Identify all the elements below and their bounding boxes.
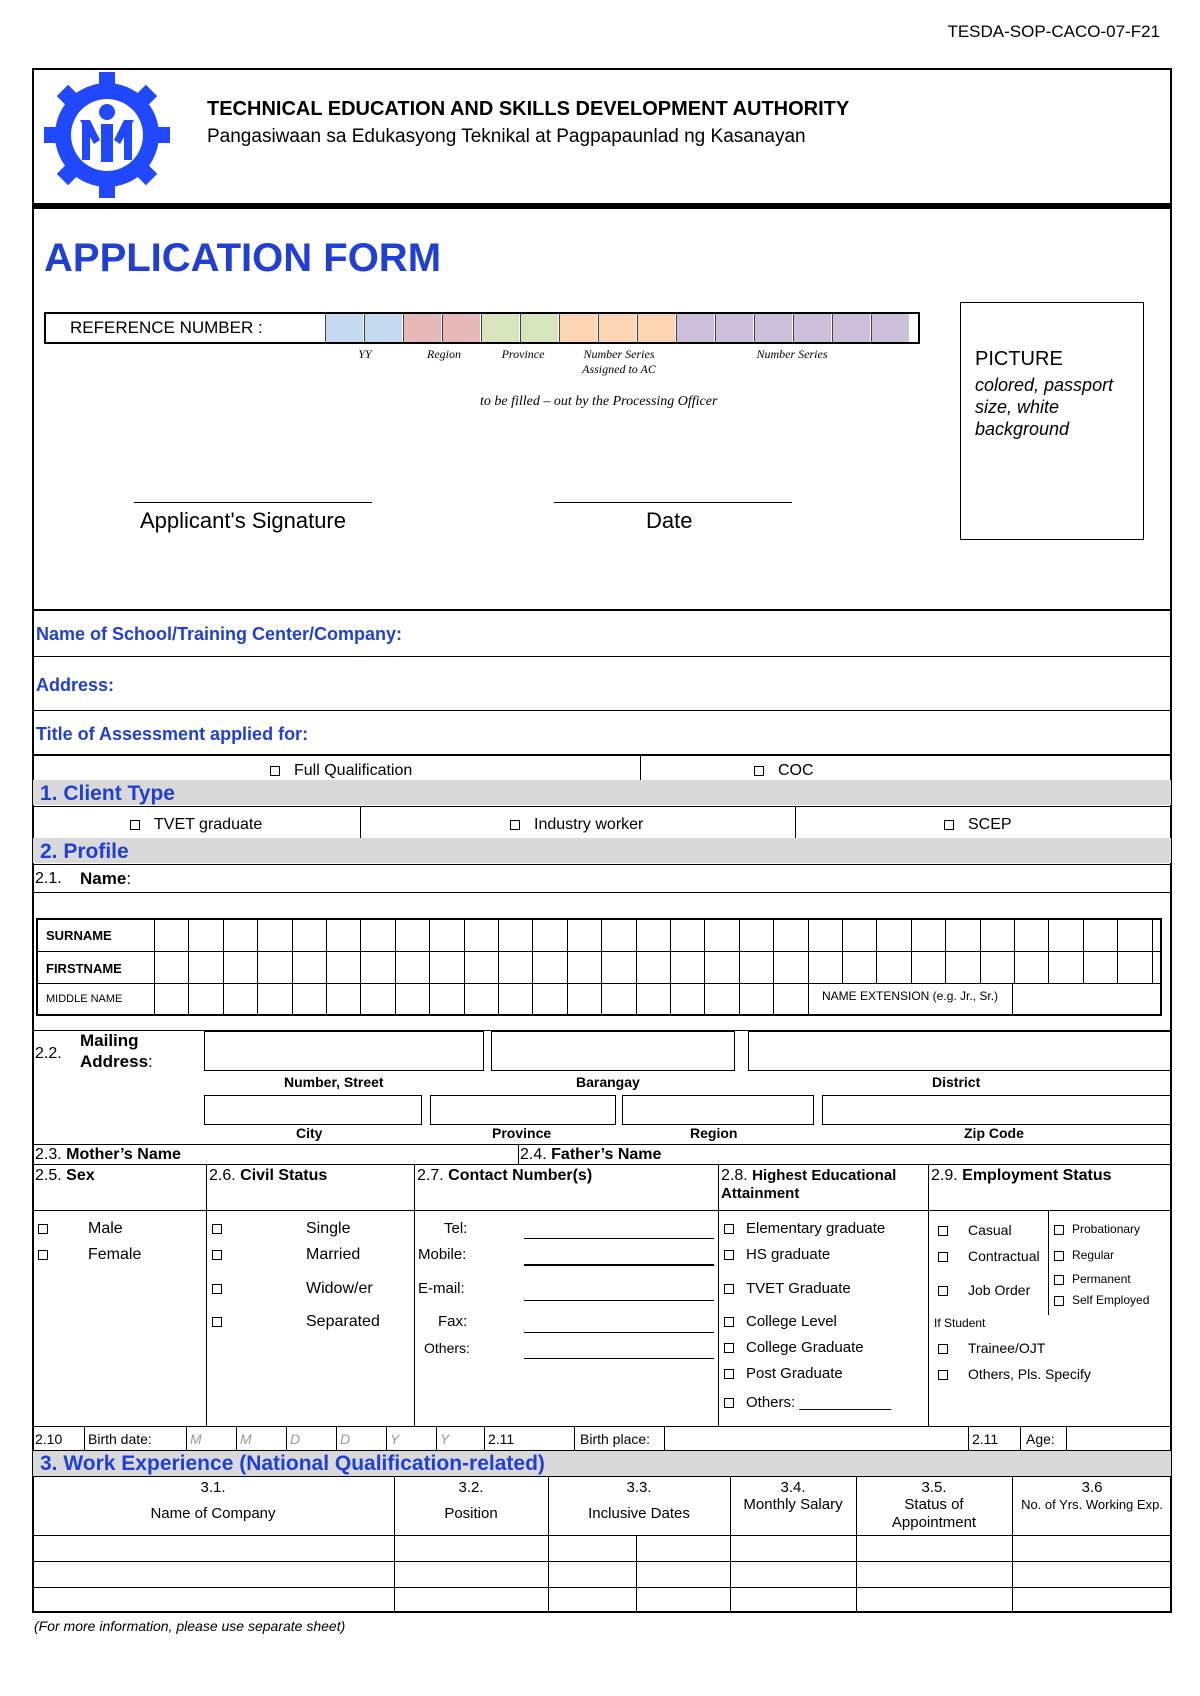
checkbox[interactable]: [212, 1317, 222, 1327]
table-cell[interactable]: [1012, 1588, 1172, 1612]
civil-status-heading: [209, 1167, 327, 1185]
if-student-label: If Student: [934, 1316, 986, 1330]
mailing-label-2-text: Address: [80, 1052, 149, 1071]
work-col-header: Inclusive Dates: [588, 1505, 690, 1522]
reference-cell[interactable]: [481, 314, 519, 342]
reference-cell[interactable]: [442, 314, 480, 342]
divider: [664, 1426, 665, 1450]
checkbox[interactable]: [724, 1317, 734, 1327]
name-cell-line[interactable]: [1083, 920, 1084, 984]
region-field[interactable]: [622, 1095, 814, 1125]
assessment-title-label: Title of Assessment applied for:: [36, 724, 309, 744]
contact-heading: [417, 1167, 592, 1185]
father-number: 2.4.: [520, 1146, 547, 1163]
education-option-label: HS graduate: [746, 1246, 831, 1263]
street-caption: Number, Street: [284, 1074, 384, 1090]
name-cell-line[interactable]: [1014, 920, 1015, 984]
divider: [32, 656, 1172, 657]
divider: [1020, 1426, 1021, 1450]
emp-permanent[interactable]: [1054, 1272, 1131, 1286]
divider: [32, 892, 1172, 893]
reference-cell[interactable]: [871, 314, 909, 342]
civil-status-heading-text: Civil Status: [240, 1167, 328, 1184]
civil-number: 2.6.: [209, 1167, 236, 1184]
name-cell-line[interactable]: [842, 920, 843, 984]
email-label: E-mail:: [418, 1280, 465, 1297]
reference-cell[interactable]: [598, 314, 636, 342]
ref-caption-yy: YY: [358, 347, 372, 361]
checkbox[interactable]: [212, 1224, 222, 1234]
name-cell-line[interactable]: [808, 920, 809, 1016]
name-label-text: Name: [80, 869, 127, 888]
divider: [32, 1210, 1172, 1211]
checkbox[interactable]: [938, 1226, 948, 1236]
email-line[interactable]: [524, 1300, 714, 1301]
tel-label: Tel:: [444, 1220, 468, 1237]
reference-cell[interactable]: [832, 314, 870, 342]
date-hint: D: [340, 1431, 351, 1447]
employment-number: 2.9.: [931, 1167, 958, 1184]
others-line[interactable]: [524, 1358, 714, 1359]
birthdate-number: 2.10: [35, 1431, 63, 1447]
work-col-header: Monthly Salary: [743, 1496, 843, 1513]
header-divider: [32, 203, 1172, 209]
divider: [1048, 1210, 1049, 1315]
province-field[interactable]: [430, 1095, 616, 1125]
applicant-signature-line[interactable]: [134, 502, 372, 503]
checkbox[interactable]: [38, 1250, 48, 1260]
age-number: 2.11: [972, 1431, 999, 1447]
name-cell-line[interactable]: [739, 920, 740, 1016]
reference-cell[interactable]: [676, 314, 714, 342]
reference-cell[interactable]: [754, 314, 792, 342]
father-name-label: [520, 1146, 661, 1164]
education-option[interactable]: [724, 1365, 843, 1382]
emp-option-label: Job Order: [968, 1282, 1031, 1298]
name-label: [80, 869, 131, 889]
divider: [718, 1164, 719, 1426]
work-note: (For more information, please use separate sheet): [34, 1618, 346, 1634]
name-label-colon: :: [126, 869, 132, 888]
civil-single[interactable]: [212, 1220, 350, 1238]
coc-label: COC: [778, 762, 814, 779]
divider: [574, 1426, 575, 1450]
checkbox[interactable]: [938, 1370, 948, 1380]
civil-married[interactable]: [212, 1246, 360, 1264]
reference-number-label: REFERENCE NUMBER :: [70, 318, 263, 337]
client-type-label: Industry worker: [534, 816, 644, 833]
divider: [32, 1144, 1172, 1145]
education-option-label: Others: ___________: [746, 1394, 892, 1411]
region-caption: Region: [690, 1125, 738, 1141]
employment-heading: [931, 1167, 1112, 1185]
table-cell[interactable]: [730, 1562, 856, 1586]
name-cell-line[interactable]: [292, 920, 293, 1016]
sex-number: 2.5.: [35, 1167, 62, 1184]
emp-option-label: Probationary: [1072, 1222, 1141, 1236]
name-cell-line[interactable]: [670, 920, 671, 1016]
checkbox[interactable]: [724, 1224, 734, 1234]
section-bar: [33, 780, 1171, 805]
emp-option-label: Permanent: [1072, 1272, 1131, 1286]
sex-heading-text: Sex: [66, 1167, 95, 1184]
student-others[interactable]: [938, 1366, 1091, 1382]
contact-heading-text: Contact Number(s): [448, 1167, 593, 1184]
birthdate-label: Birth date:: [88, 1431, 152, 1447]
divider: [968, 1426, 969, 1450]
work-col-number: 3.3.: [626, 1479, 652, 1496]
table-cell[interactable]: [548, 1562, 730, 1586]
emp-casual[interactable]: [938, 1222, 1012, 1238]
client-type-tvet[interactable]: [130, 816, 262, 834]
emp-regular[interactable]: [1054, 1248, 1114, 1262]
date-hint: D: [290, 1431, 301, 1447]
table-cell[interactable]: [730, 1536, 856, 1560]
work-col-number: 3.2.: [458, 1479, 484, 1496]
ref-caption-series: Number Series: [756, 347, 828, 361]
sex-male[interactable]: [38, 1220, 123, 1238]
name-cell-line[interactable]: [636, 920, 637, 1016]
sex-heading: [35, 1167, 95, 1185]
name-cell-line[interactable]: [945, 920, 946, 984]
divider: [32, 1164, 1172, 1165]
applicant-signature-label: Applicant's Signature: [140, 508, 346, 533]
divider: [360, 806, 361, 838]
education-option[interactable]: [724, 1339, 864, 1356]
divider: [336, 1426, 337, 1450]
civil-separated[interactable]: [212, 1313, 380, 1331]
client-type-scep[interactable]: [944, 816, 1012, 834]
checkbox[interactable]: [724, 1343, 734, 1353]
checkbox[interactable]: [938, 1286, 948, 1296]
picture-title: PICTURE: [975, 348, 1063, 370]
checkbox[interactable]: [510, 820, 520, 830]
checkbox[interactable]: [1054, 1296, 1064, 1306]
divider: [1066, 1426, 1067, 1450]
checkbox[interactable]: [724, 1369, 734, 1379]
barangay-field[interactable]: [491, 1031, 735, 1071]
divider: [32, 806, 1172, 807]
table-cell[interactable]: [394, 1536, 548, 1560]
fax-label: Fax:: [438, 1313, 468, 1330]
mother-number: 2.3.: [35, 1146, 62, 1163]
education-heading-text: Highest Educational Attainment: [721, 1167, 897, 1202]
full-qualification-option[interactable]: [270, 762, 412, 780]
province-caption: Province: [492, 1125, 552, 1141]
table-cell[interactable]: [548, 1536, 730, 1560]
name-cell-line[interactable]: [532, 920, 533, 1016]
district-caption: District: [932, 1074, 981, 1090]
sex-option-label: Female: [88, 1246, 142, 1263]
divider: [84, 1426, 85, 1450]
work-col-number: 3.4.: [780, 1479, 806, 1496]
education-option-label: Post Graduate: [746, 1365, 843, 1382]
sex-option-label: Male: [88, 1220, 123, 1237]
checkbox[interactable]: [130, 820, 140, 830]
zip-field[interactable]: [822, 1095, 1170, 1125]
table-cell[interactable]: [730, 1588, 856, 1612]
education-number: 2.8.: [721, 1167, 748, 1184]
date-hint: Y: [440, 1431, 450, 1447]
employment-heading-text: Employment Status: [962, 1167, 1112, 1184]
emp-contractual[interactable]: [938, 1248, 1040, 1264]
work-col-header: No. of Yrs. Working Exp.: [1021, 1497, 1163, 1512]
birthplace-number: 2.11: [488, 1431, 515, 1447]
student-option-label: Trainee/OJT: [968, 1340, 1046, 1356]
divider: [795, 806, 796, 838]
divider: [32, 864, 1172, 865]
divider: [640, 754, 641, 780]
emp-option-label: Casual: [968, 1222, 1012, 1238]
divider: [32, 754, 1172, 756]
divider: [206, 1164, 207, 1426]
table-cell[interactable]: [32, 1588, 394, 1612]
tel-line[interactable]: [524, 1238, 714, 1239]
client-type-label: SCEP: [968, 816, 1012, 833]
ref-caption-region: Region: [427, 347, 461, 361]
education-option[interactable]: [724, 1313, 837, 1330]
surname-label: SURNAME: [46, 928, 112, 943]
ref-caption-province: Province: [501, 347, 545, 361]
reference-cell[interactable]: [364, 314, 402, 342]
firstname-label: FIRSTNAME: [46, 961, 122, 976]
mobile-label: Mobile:: [418, 1246, 467, 1263]
date-line[interactable]: [554, 502, 792, 503]
divider: [32, 1426, 1172, 1427]
profile-title: 2. Profile: [40, 840, 129, 863]
grid-row-line: [38, 951, 1160, 952]
table-cell[interactable]: [32, 1536, 394, 1560]
education-option-label: Elementary graduate: [746, 1220, 886, 1237]
table-cell[interactable]: [856, 1536, 1012, 1560]
form-title: APPLICATION FORM: [44, 236, 442, 280]
name-cell-line[interactable]: [1152, 920, 1153, 984]
sex-female[interactable]: [38, 1246, 141, 1264]
checkbox[interactable]: [1054, 1275, 1064, 1285]
table-cell[interactable]: [548, 1588, 730, 1612]
name-cell-line[interactable]: [980, 920, 981, 984]
mailing-label-2: [80, 1052, 153, 1072]
work-col-number: 3.1.: [200, 1479, 226, 1496]
full-qualification-label: Full Qualification: [294, 762, 413, 779]
client-type-industry[interactable]: [510, 816, 643, 834]
divider: [286, 1426, 287, 1450]
checkbox[interactable]: [212, 1250, 222, 1260]
name-cell-line[interactable]: [704, 920, 705, 1016]
table-cell[interactable]: [394, 1562, 548, 1586]
checkbox[interactable]: [1054, 1251, 1064, 1261]
name-cell-line[interactable]: [360, 920, 361, 1016]
name-cell-line[interactable]: [188, 920, 189, 1016]
education-option[interactable]: [724, 1280, 851, 1297]
work-col-number: 3.6: [1081, 1479, 1103, 1496]
table-cell[interactable]: [32, 1562, 394, 1586]
mother-name-text: Mother’s Name: [66, 1146, 181, 1163]
name-extension-label: NAME EXTENSION (e.g. Jr., Sr.): [818, 989, 1002, 1003]
age-label: Age:: [1026, 1431, 1055, 1447]
date-hint: Y: [390, 1431, 400, 1447]
civil-option-label: Widow/er: [306, 1280, 373, 1297]
fax-line[interactable]: [524, 1332, 714, 1333]
mailing-number: 2.2.: [35, 1045, 62, 1062]
name-cell-line[interactable]: [395, 920, 396, 1016]
name-number: 2.1.: [35, 870, 62, 887]
education-option-label: College Graduate: [746, 1339, 864, 1356]
name-cell-line[interactable]: [464, 920, 465, 1016]
mailing-label-colon: :: [148, 1052, 153, 1071]
civil-option-label: Married: [306, 1246, 361, 1263]
checkbox[interactable]: [944, 820, 954, 830]
student-trainee[interactable]: [938, 1340, 1045, 1356]
mailing-label: Mailing: [80, 1031, 139, 1050]
divider: [484, 1426, 485, 1450]
reference-cell[interactable]: [637, 314, 675, 342]
reference-note: to be filled – out by the Processing Officer: [480, 394, 718, 409]
table-cell[interactable]: [394, 1588, 548, 1612]
date-label: Date: [646, 508, 693, 533]
barangay-caption: Barangay: [576, 1074, 640, 1090]
checkbox[interactable]: [270, 766, 280, 776]
agency-name-english: TECHNICAL EDUCATION AND SKILLS DEVELOPMENT AUTHORITY: [207, 98, 850, 120]
client-type-label: TVET graduate: [154, 816, 263, 833]
name-cell-line[interactable]: [257, 920, 258, 1016]
name-cell-line[interactable]: [498, 920, 499, 1016]
ref-caption-series-ac: Number Series Assigned to AC: [582, 347, 656, 376]
divider: [386, 1426, 387, 1450]
checkbox[interactable]: [212, 1284, 222, 1294]
work-col-header: Position: [444, 1505, 498, 1522]
emp-job-order[interactable]: [938, 1282, 1030, 1298]
checkbox[interactable]: [938, 1252, 948, 1262]
mother-name-label: [35, 1146, 181, 1164]
name-cell-line[interactable]: [773, 920, 774, 1016]
work-col-header: Status of Appointment: [891, 1496, 977, 1531]
checkbox[interactable]: [754, 766, 764, 776]
checkbox[interactable]: [38, 1224, 48, 1234]
section-bar: [33, 838, 1171, 863]
emp-probationary[interactable]: [1054, 1222, 1140, 1236]
city-caption: City: [296, 1125, 323, 1141]
birthplace-label: Birth place:: [580, 1431, 651, 1447]
checkbox[interactable]: [938, 1344, 948, 1354]
date-hint: M: [240, 1431, 252, 1447]
reference-cell[interactable]: [403, 314, 441, 342]
education-option[interactable]: [724, 1394, 891, 1411]
document-code: TESDA-SOP-CACO-07-F21: [947, 22, 1160, 41]
mobile-line[interactable]: [524, 1264, 714, 1266]
name-cell-line[interactable]: [1117, 920, 1118, 984]
picture-description: colored, passport size, white background: [975, 375, 1114, 439]
divider: [928, 1164, 929, 1426]
reference-cell[interactable]: [325, 314, 363, 342]
name-ext-divider: [1012, 984, 1013, 1016]
emp-option-label: Self Employed: [1072, 1293, 1150, 1307]
coc-option[interactable]: [754, 762, 814, 780]
district-field[interactable]: [748, 1031, 1170, 1071]
reference-cell[interactable]: [793, 314, 831, 342]
divider: [32, 1476, 1172, 1477]
checkbox[interactable]: [724, 1284, 734, 1294]
table-cell[interactable]: [856, 1562, 1012, 1586]
education-option[interactable]: [724, 1220, 885, 1237]
tesda-logo: [42, 70, 172, 205]
middlename-label: MIDDLE NAME: [46, 993, 123, 1005]
divider: [186, 1426, 187, 1450]
education-heading: [721, 1167, 911, 1203]
education-option-label: TVET Graduate: [746, 1280, 851, 1297]
education-option-label: College Level: [746, 1313, 837, 1330]
divider: [32, 609, 1172, 611]
name-cell-line[interactable]: [911, 920, 912, 984]
contact-number: 2.7.: [417, 1167, 444, 1184]
name-cell-line[interactable]: [429, 920, 430, 1016]
others-label: Others:: [424, 1340, 470, 1356]
work-col-header: Name of Company: [150, 1505, 276, 1522]
street-field[interactable]: [204, 1031, 484, 1071]
date-hint: M: [190, 1431, 202, 1447]
divider: [436, 1426, 437, 1450]
reference-cell[interactable]: [520, 314, 558, 342]
name-cell-line[interactable]: [154, 920, 155, 1016]
name-cell-line[interactable]: [223, 920, 224, 1016]
city-field[interactable]: [204, 1095, 422, 1125]
name-cell-line[interactable]: [326, 920, 327, 1016]
checkbox[interactable]: [724, 1250, 734, 1260]
emp-option-label: Regular: [1072, 1248, 1115, 1262]
table-cell[interactable]: [1012, 1562, 1172, 1586]
table-cell[interactable]: [1012, 1536, 1172, 1560]
client-type-title: 1. Client Type: [40, 782, 175, 805]
student-option-label: Others, Pls. Specify: [968, 1366, 1091, 1382]
checkbox[interactable]: [724, 1398, 734, 1408]
name-cell-line[interactable]: [601, 920, 602, 1016]
reference-cell[interactable]: [559, 314, 597, 342]
education-option[interactable]: [724, 1246, 830, 1263]
civil-option-label: Separated: [306, 1313, 380, 1330]
divider: [414, 1164, 415, 1426]
emp-self-employed[interactable]: [1054, 1293, 1149, 1307]
emp-option-label: Contractual: [968, 1248, 1040, 1264]
divider: [236, 1426, 237, 1450]
divider: [32, 710, 1172, 711]
table-cell[interactable]: [856, 1588, 1012, 1612]
address-label: Address:: [36, 675, 115, 695]
civil-option-label: Single: [306, 1220, 351, 1237]
work-col-number: 3.5.: [921, 1479, 947, 1496]
reference-cell[interactable]: [715, 314, 753, 342]
zip-caption: Zip Code: [964, 1125, 1024, 1141]
work-experience-title: 3. Work Experience (National Qualification-related): [40, 1452, 545, 1475]
school-name-label: Name of School/Training Center/Company:: [36, 624, 403, 644]
grid-row-line: [38, 983, 1160, 984]
checkbox[interactable]: [1054, 1225, 1064, 1235]
father-name-text: Father’s Name: [551, 1146, 662, 1163]
name-cell-line[interactable]: [567, 920, 568, 1016]
divider: [518, 1144, 519, 1164]
name-cell-line[interactable]: [876, 920, 877, 984]
name-cell-line[interactable]: [1048, 920, 1049, 984]
agency-name-filipino: Pangasiwaan sa Edukasyong Teknikal at Pagpapaunlad ng Kasanayan: [207, 126, 806, 147]
civil-widow[interactable]: [212, 1280, 373, 1298]
